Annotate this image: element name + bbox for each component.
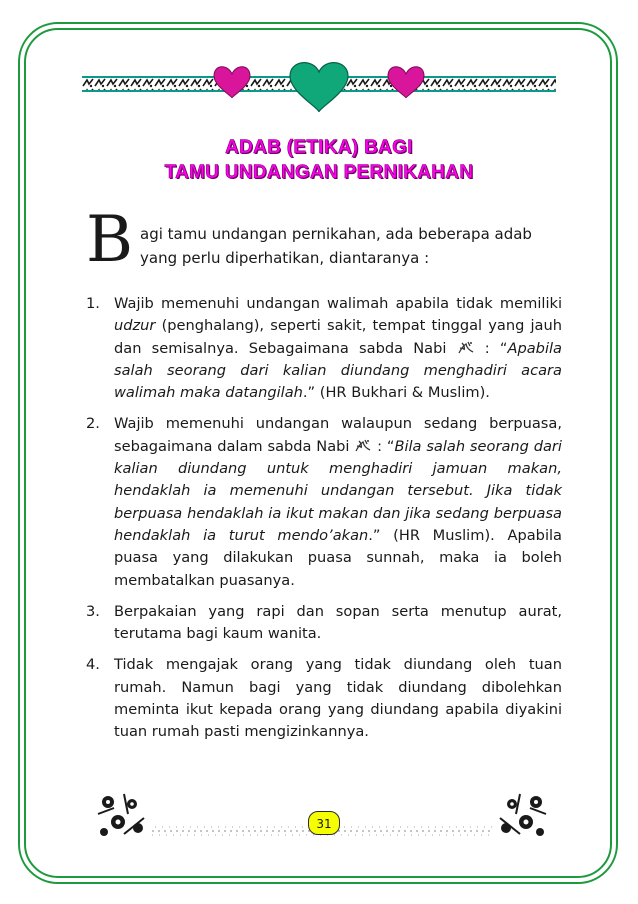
heart-ornament-icon bbox=[388, 67, 424, 98]
honorific-saw-icon bbox=[457, 340, 475, 356]
item-text: : “ bbox=[474, 339, 508, 357]
item-text: .” (HR Bukhari & Muslim). bbox=[302, 384, 490, 402]
list-item bbox=[86, 413, 562, 591]
dropcap-letter: B bbox=[86, 203, 134, 277]
item-text: Tidak mengajak orang yang tidak diundang oleh tuan rumah. Namun bagi yang tidak diundang dibolehkan meminta ikut kepada orang yang diundang apabila diyakini tuan rumah pasti mengizinkannya. bbox=[114, 656, 562, 741]
list-item-number: 2. bbox=[86, 415, 100, 433]
list-item bbox=[86, 654, 562, 743]
item-text: Wajib memenuhi undangan walaupun sedang berpuasa, sebagaimana dalam sabda Nabi bbox=[114, 415, 562, 455]
honorific-saw-icon bbox=[354, 438, 372, 454]
heart-ornament-icon bbox=[214, 67, 250, 98]
intro-text: agi tamu undangan pernikahan, ada beberapa adab yang perlu diperhatikan, diantaranya : bbox=[140, 225, 532, 267]
item-text: Berpakaian yang rapi dan sopan serta menutup aurat, terutama bagi kaum wanita. bbox=[114, 602, 562, 643]
list-item bbox=[86, 601, 562, 646]
floral-corner-icon bbox=[496, 788, 550, 842]
heart-ornament-icon bbox=[290, 63, 348, 112]
item-italic: Bila salah seorang dari kalian diundang untuk menghadiri jamuan makan, hendaklah ia memenuhi undangan tersebut. Jika tidak berpuasa hendaklah ia ikut makan dan jika sedang berpuasa hendaklah ia turut mendo’akan bbox=[114, 437, 562, 544]
page-title-line1: ADAB (ETIKA) BAGI bbox=[225, 137, 413, 158]
page-title-line2: TAMU UNDANGAN PERNIKAHAN bbox=[164, 162, 474, 183]
list-item-number: 4. bbox=[86, 656, 100, 674]
floral-corner-icon bbox=[94, 788, 148, 842]
page-number: 31 bbox=[308, 811, 340, 835]
item-italic: udzur bbox=[114, 317, 156, 335]
etiquette-list bbox=[86, 293, 562, 753]
item-text: .” (HR Muslim). Apabila puasa yang dilakukan puasa sunnah, maka ia boleh membatalkan puasanya. bbox=[114, 526, 562, 589]
top-ornament-band bbox=[82, 58, 556, 114]
item-italic: Apabila salah seorang dari kalian diundang menghadiri acara walimah maka datangilah bbox=[114, 339, 562, 402]
item-text: (penghalang), seperti sakit, tempat tinggal yang jauh dan semisalnya. Sebagaimana sabda Nabi bbox=[114, 317, 562, 357]
list-item-number: 3. bbox=[86, 602, 100, 620]
item-text: Wajib memenuhi undangan walimah apabila tidak memiliki bbox=[114, 295, 562, 312]
list-item bbox=[86, 293, 562, 404]
item-text: : “ bbox=[372, 437, 395, 455]
list-item-number: 1. bbox=[86, 295, 100, 312]
